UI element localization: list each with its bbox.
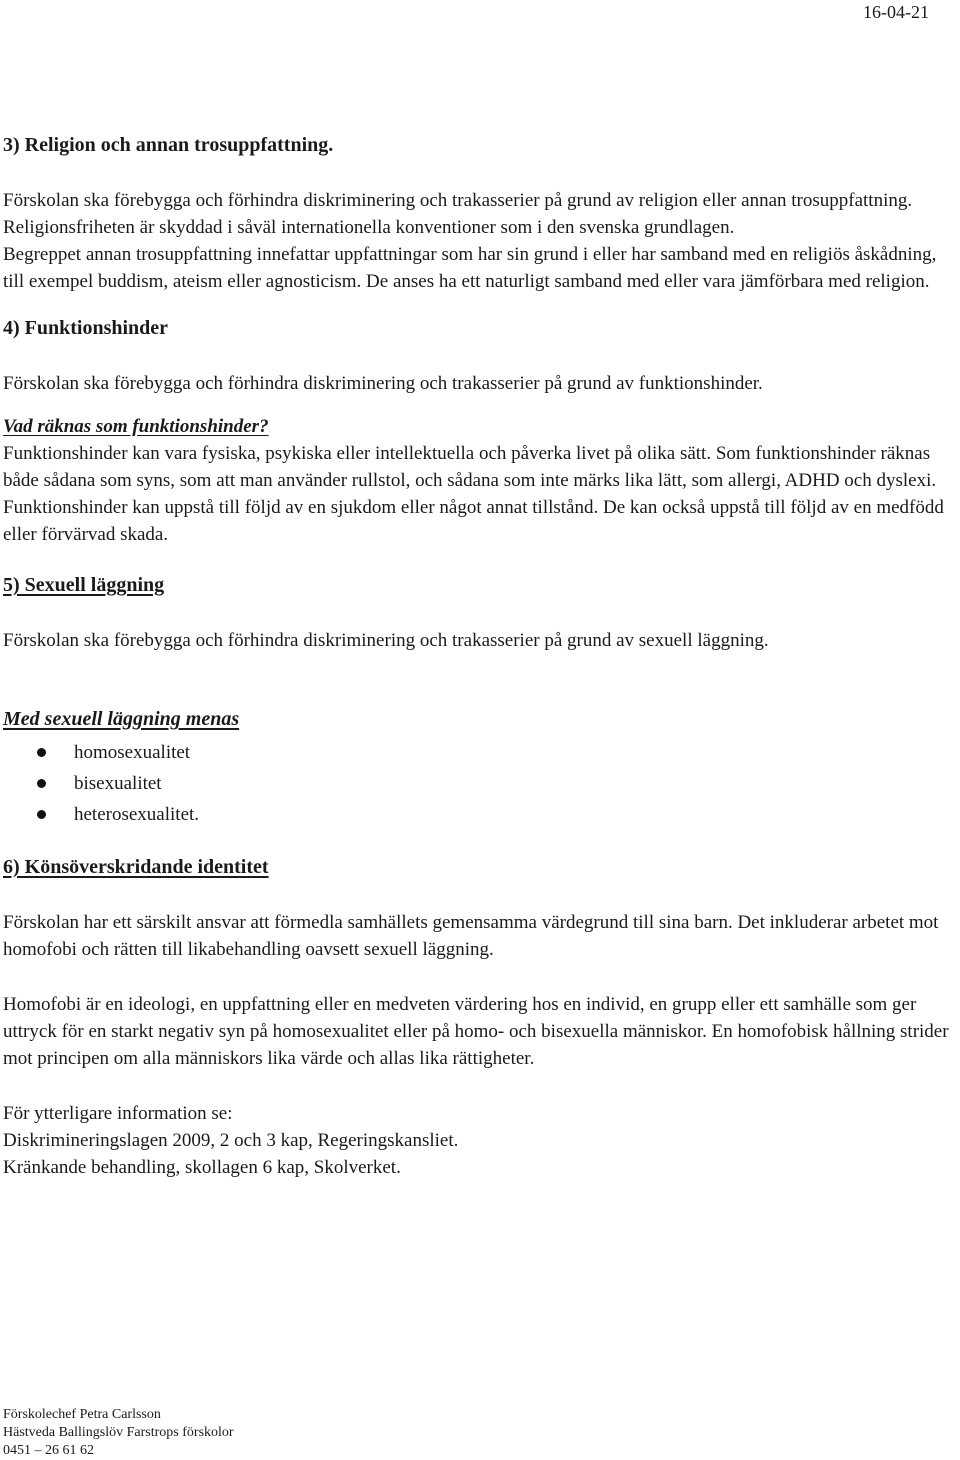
bullet-icon [37, 810, 46, 819]
list-item [3, 737, 953, 768]
page-footer [3, 1406, 234, 1460]
footer-name: Förskolechef Petra Carlsson [3, 1407, 161, 1422]
paragraph: Homofobi är en ideologi, en uppfattning eller en medveten värdering hos en individ, en grupp eller ett samhälle som ger uttryck för en starkt negativ syn på homosexualitet eller på homo- och bisexuella människor. En homofobisk hållning strider mot principen om alla människors lika värde och allas lika rättigheter. [3, 994, 949, 1069]
bullet-icon [37, 779, 46, 788]
bullet-list [3, 737, 953, 830]
references-intro: För ytterligare information se: [3, 1103, 233, 1124]
references [3, 1100, 953, 1181]
page-date: 16-04-21 [863, 2, 929, 22]
paragraph: Funktionshinder kan vara fysiska, psykiska eller intellektuella och påverka livet på olika sätt. Som funktionshinder räknas både sådana som syns, som att man använder rullstol, och sådana som inte märks lika lätt, som allergi, ADHD och dyslexi. Funktionshinder kan uppstå till följd av en sjukdom eller något annat tillstånd. De kan också uppstå till följd av en medfödd eller förvärvad skada. [3, 443, 944, 545]
subheading: Vad räknas som funktionshinder? [3, 416, 269, 437]
section-sexuell-laggning [3, 572, 953, 830]
bullet-icon [37, 748, 46, 757]
section-funktionshinder [3, 315, 953, 548]
subheading: Med sexuell läggning menas [3, 708, 240, 730]
paragraph: Religionsfriheten är skyddad i såväl internationella konventioner som i den svenska grundlagen. [3, 217, 735, 238]
paragraph: Begreppet annan trosuppfattning innefattar uppfattningar som har sin grund i eller har samband med en religiös åskådning, till exempel buddism, ateism eller agnosticism. De anses ha ett naturligt samband med eller vara jämförbara med religion. [3, 244, 937, 292]
paragraph: Förskolan har ett särskilt ansvar att förmedla samhällets gemensamma värdegrund till sina barn. Det inkluderar arbetet mot homofobi och rätten till likabehandling oavsett sexuell läggning. [3, 912, 939, 960]
section-heading: 6) Könsöverskridande identitet [3, 856, 269, 878]
section-konsoverskridande [3, 854, 953, 1072]
list-item-text: homosexualitet [74, 742, 191, 763]
list-item [3, 799, 953, 830]
document-body [3, 132, 953, 1181]
paragraph: Förskolan ska förebygga och förhindra diskriminering och trakasserier på grund av funktionshinder. [3, 373, 763, 394]
reference-item: Diskrimineringslagen 2009, 2 och 3 kap, Regeringskansliet. [3, 1130, 459, 1151]
section-religion [3, 132, 953, 295]
list-item-text: bisexualitet [74, 773, 162, 794]
paragraph: Förskolan ska förebygga och förhindra diskriminering och trakasserier på grund av religion eller annan trosuppfattning. [3, 190, 913, 211]
section-heading: 5) Sexuell läggning [3, 574, 165, 596]
footer-organization: Hästveda Ballingslöv Farstrops förskolor [3, 1425, 234, 1440]
paragraph: Förskolan ska förebygga och förhindra diskriminering och trakasserier på grund av sexuell läggning. [3, 630, 769, 651]
reference-item: Kränkande behandling, skollagen 6 kap, Skolverket. [3, 1157, 401, 1178]
list-item [3, 768, 953, 799]
section-heading: 4) Funktionshinder [3, 317, 169, 339]
list-item-text: heterosexualitet. [74, 804, 200, 825]
section-heading: 3) Religion och annan trosuppfattning. [3, 134, 334, 156]
footer-phone: 0451 – 26 61 62 [3, 1443, 94, 1458]
